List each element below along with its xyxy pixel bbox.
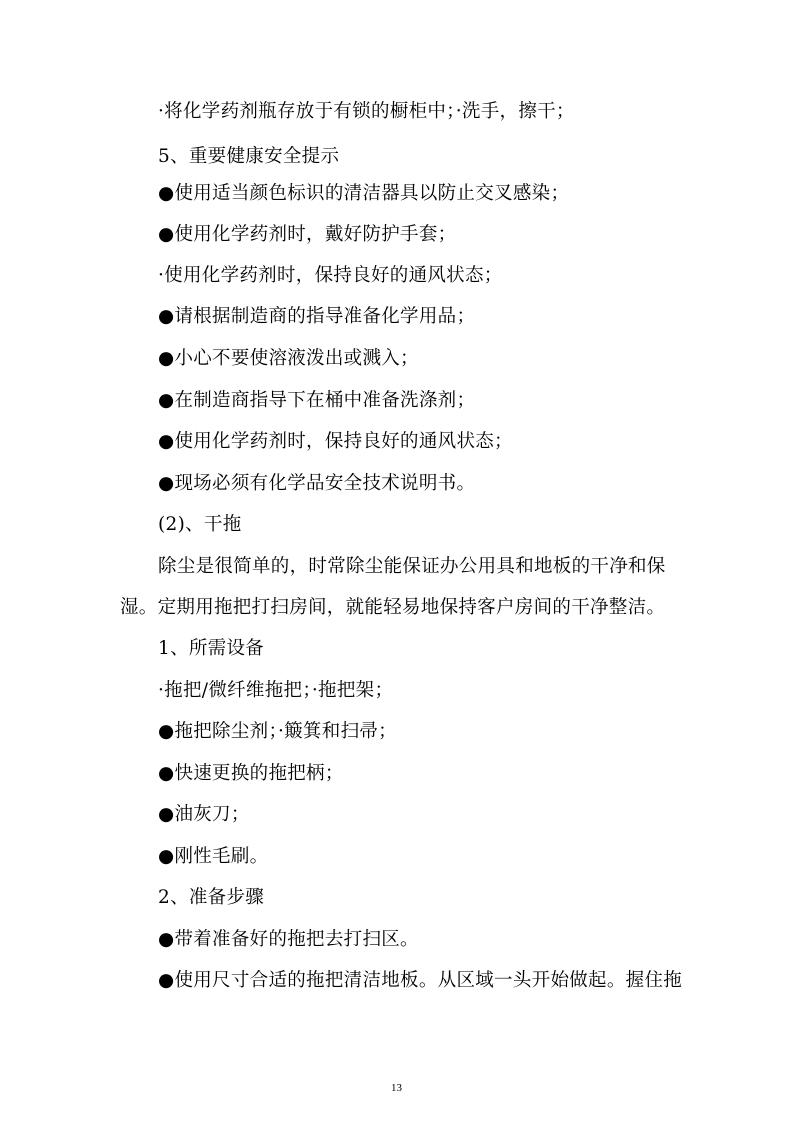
list-item: ●使用适当颜色标识的清洁器具以防止交叉感染； — [158, 183, 570, 204]
list-item: ●油灰刀； — [158, 804, 250, 825]
list-item: ●小心不要使溶液泼出或溅入； — [158, 348, 419, 369]
list-item: ●使用尺寸合适的拖把清洁地板。从区域一头开始做起。握住拖 — [158, 970, 683, 991]
list-item: ●刚性毛刷。 — [158, 846, 269, 867]
section-heading: 2、准备步骤 — [158, 887, 265, 908]
list-item: ●使用化学药剂时，保持良好的通风状态； — [158, 431, 513, 452]
list-item: ●使用化学药剂时，戴好防护手套； — [158, 224, 457, 245]
text-line: ·将化学药剂瓶存放于有锁的橱柜中；·洗手，擦干； — [158, 101, 575, 122]
list-item: ●请根据制造商的指导准备化学用品； — [158, 306, 476, 327]
list-item: ·拖把/微纤维拖把；·拖把架； — [158, 680, 394, 701]
paragraph-line: 除尘是很简单的，时常除尘能保证办公用具和地板的干净和保 — [158, 556, 666, 577]
list-item: ●带着准备好的拖把去打扫区。 — [158, 929, 419, 950]
list-item: ●快速更换的拖把柄； — [158, 763, 344, 784]
section-heading: (2)、干拖 — [158, 514, 242, 535]
page-number: 13 — [391, 1082, 402, 1094]
section-heading: 1、所需设备 — [158, 638, 265, 659]
list-item: ·使用化学药剂时，保持良好的通风状态； — [158, 265, 503, 286]
list-item: ●拖把除尘剂；·簸箕和扫帚； — [158, 721, 397, 742]
section-heading: 5、重要健康安全提示 — [158, 146, 340, 167]
list-item: ●在制造商指导下在桶中准备洗涤剂； — [158, 390, 476, 411]
paragraph-line: 湿。定期用拖把打扫房间，就能轻易地保持客户房间的干净整洁。 — [120, 597, 666, 618]
list-item: ●现场必须有化学品安全技术说明书。 — [158, 473, 476, 494]
